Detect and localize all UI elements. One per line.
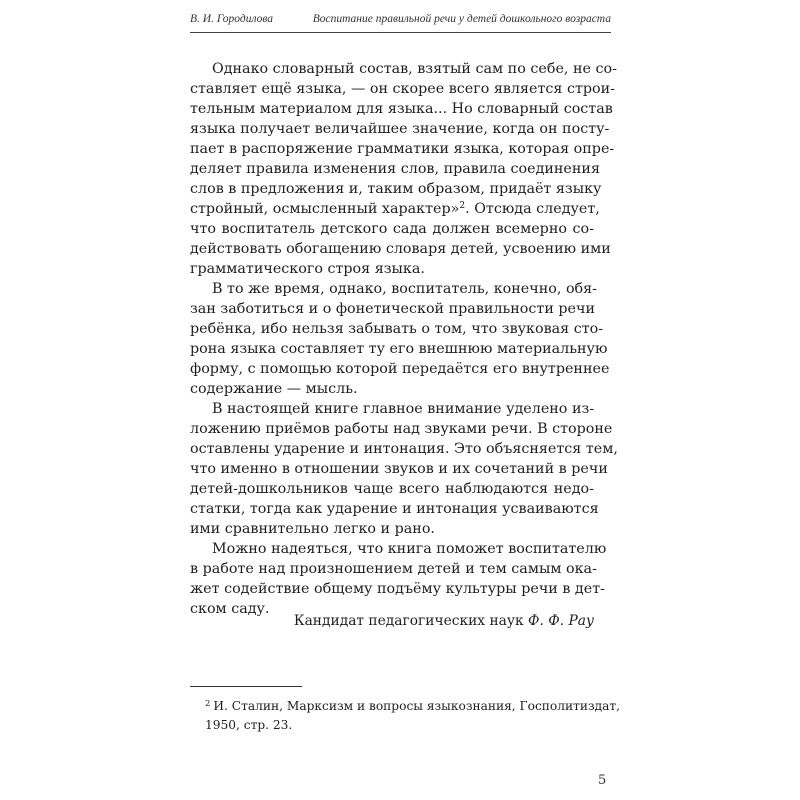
footnote-reference: 2	[459, 201, 466, 211]
footnote-line: 1950, стр. 23.	[205, 718, 293, 732]
text-line	[190, 199, 600, 219]
text-line: В то же время, однако, воспитатель, конечно, обя-	[212, 281, 598, 297]
text-line: рона языка составляет ту его внешнюю материальную	[190, 341, 608, 357]
text-line: статки, тогда как ударение и интонация усваиваются	[190, 501, 599, 517]
text-line: слов в предложения и, таким образом, придаёт языку	[190, 181, 602, 197]
header-author: В. И. Городилова	[190, 13, 274, 25]
header-rule	[190, 32, 611, 33]
text-line: в работе над произношением детей и тем самым ока-	[190, 561, 597, 577]
footnote-line	[205, 697, 621, 715]
text-line: жет содействие общему подъёму культуры речи в дет-	[190, 581, 605, 597]
text-line: содержание — мысль.	[190, 381, 358, 397]
footnote-text: И. Сталин, Марксизм и вопросы языкознания, Госполитиздат,	[213, 699, 621, 713]
text-line: что воспитатель детского сада должен всемерно со-	[190, 221, 594, 237]
text-line: ложению приёмов работы над звуками речи. В стороне	[190, 421, 613, 437]
signature-name: Ф. Ф. Рау	[528, 613, 594, 629]
header-book-title: Воспитание правильной речи у детей дошкольного возраста	[312, 13, 611, 25]
text-line: оставлены ударение и интонация. Это объясняется тем,	[190, 441, 618, 457]
signature-text: Кандидат педагогических наук	[293, 613, 529, 629]
text-line: зан заботиться и о фонетической правильности речи	[190, 301, 595, 317]
page-number: 5	[598, 773, 607, 788]
text-line: ребёнка, ибо нельзя забывать о том, что звуковая сто-	[190, 321, 604, 337]
text-line: Однако словарный состав, взятый сам по себе, не со-	[212, 61, 617, 77]
text-line: пает в распоряжение грамматики языка, которая опре-	[190, 141, 615, 157]
text-line: ском саду.	[190, 601, 270, 617]
text-line: действовать обогащению словаря детей, усвоению ими	[190, 241, 611, 257]
text-line: языка получает величайшее значение, когда он посту-	[190, 121, 610, 137]
text-line: ими сравнительно легко и рано.	[190, 521, 435, 537]
text-line: форму, с помощью которой передаётся его внутреннее	[190, 361, 610, 377]
text-line: тельным материалом для языка... Но словарный состав	[190, 101, 613, 117]
text-line: В настоящей книге главное внимание уделено из-	[212, 401, 595, 417]
footnote-mark: 2	[205, 699, 211, 709]
continuation: . Отсюда следует,	[465, 201, 600, 217]
text-line: Можно надеяться, что книга поможет воспитателю	[212, 541, 607, 557]
text-line: грамматического строя языка.	[190, 261, 425, 277]
text-line: ставляет ещё языка, — он скорее всего является строи-	[190, 81, 616, 97]
text-line: деляет правила изменения слов, правила соединения	[190, 161, 600, 177]
signature	[294, 611, 594, 631]
footnote-rule	[190, 686, 302, 687]
text-line: детей-дошкольников чаще всего наблюдаются недо-	[190, 481, 594, 497]
text-line: что именно в отношении звуков и их сочетаний в речи	[190, 461, 608, 477]
quote-end: стройный, осмысленный характер»	[190, 201, 460, 217]
